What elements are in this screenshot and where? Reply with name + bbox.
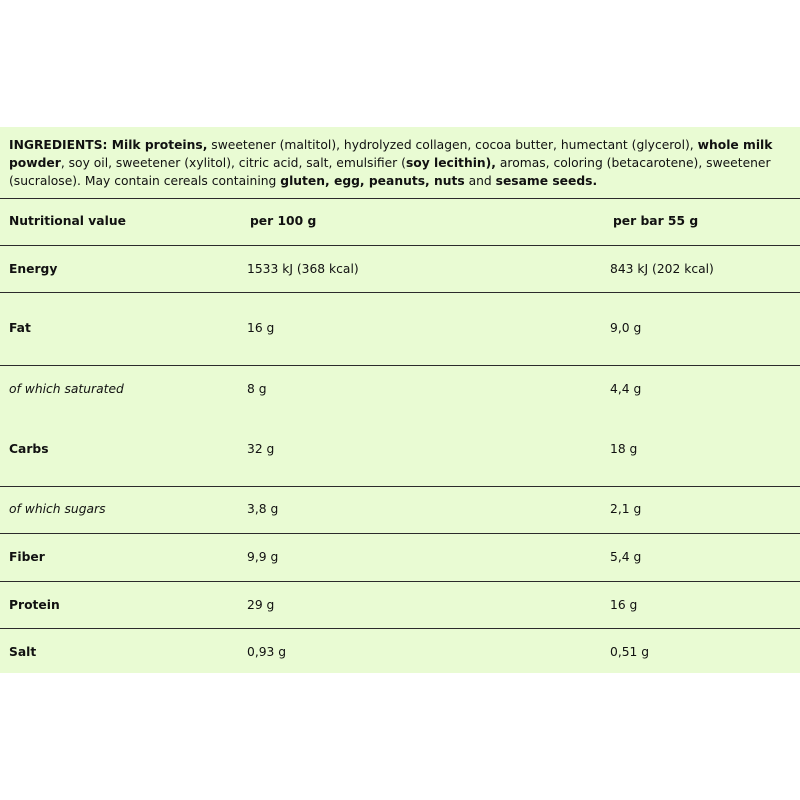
row-label: Protein <box>9 598 60 612</box>
row-label: Fat <box>9 321 31 335</box>
table-rule <box>0 628 800 629</box>
ingredients-part: Milk proteins, <box>107 138 208 152</box>
row-label: of which saturated <box>9 382 124 396</box>
row-per-100g: 3,8 g <box>247 502 279 516</box>
ingredients-label: INGREDIENTS: <box>9 138 108 152</box>
header-per-bar: per bar 55 g <box>613 214 699 228</box>
row-per-100g: 29 g <box>247 598 275 612</box>
ingredients-part: sesame seeds. <box>495 174 598 188</box>
table-rule <box>0 245 800 246</box>
ingredients-part: aromas, coloring (betacarotene), sweetener (sucralose). May contain cereals containing <box>9 156 771 188</box>
row-per-bar: 9,0 g <box>610 321 642 335</box>
table-rule <box>0 198 800 199</box>
header-per-100g: per 100 g <box>250 214 317 228</box>
row-per-100g: 16 g <box>247 321 275 335</box>
ingredients-part: soy lecithin), <box>405 156 496 170</box>
table-rule <box>0 486 800 487</box>
row-label: of which sugars <box>9 502 106 516</box>
row-per-100g: 9,9 g <box>247 550 279 564</box>
nutrition-panel <box>0 127 800 673</box>
ingredients-part: gluten, egg, peanuts, nuts <box>280 174 465 188</box>
row-per-bar: 16 g <box>610 598 638 612</box>
row-per-bar: 5,4 g <box>610 550 642 564</box>
table-rule <box>0 292 800 293</box>
ingredients-part: sweetener (maltitol), hydrolyzed collagen, cocoa butter, humectant (glycerol), <box>207 138 698 152</box>
row-per-bar: 4,4 g <box>610 382 642 396</box>
row-label: Energy <box>9 262 58 276</box>
table-rule <box>0 365 800 366</box>
row-label: Carbs <box>9 442 49 456</box>
row-per-100g: 32 g <box>247 442 275 456</box>
row-per-100g: 1533 kJ (368 kcal) <box>247 262 359 276</box>
ingredients-part: , soy oil, sweetener (xylitol), citric acid, salt, emulsifier ( <box>60 156 406 170</box>
header-nutritional-value: Nutritional value <box>9 214 126 228</box>
table-rule <box>0 581 800 582</box>
ingredients-part: and <box>464 174 496 188</box>
row-per-100g: 0,93 g <box>247 645 287 659</box>
table-rule <box>0 533 800 534</box>
row-per-bar: 843 kJ (202 kcal) <box>610 262 714 276</box>
ingredients-part: whole milk powder <box>9 138 773 170</box>
row-label: Salt <box>9 645 37 659</box>
ingredients-text <box>9 136 794 190</box>
row-per-bar: 2,1 g <box>610 502 642 516</box>
row-per-bar: 18 g <box>610 442 638 456</box>
row-label: Fiber <box>9 550 45 564</box>
row-per-100g: 8 g <box>247 382 267 396</box>
row-per-bar: 0,51 g <box>610 645 650 659</box>
